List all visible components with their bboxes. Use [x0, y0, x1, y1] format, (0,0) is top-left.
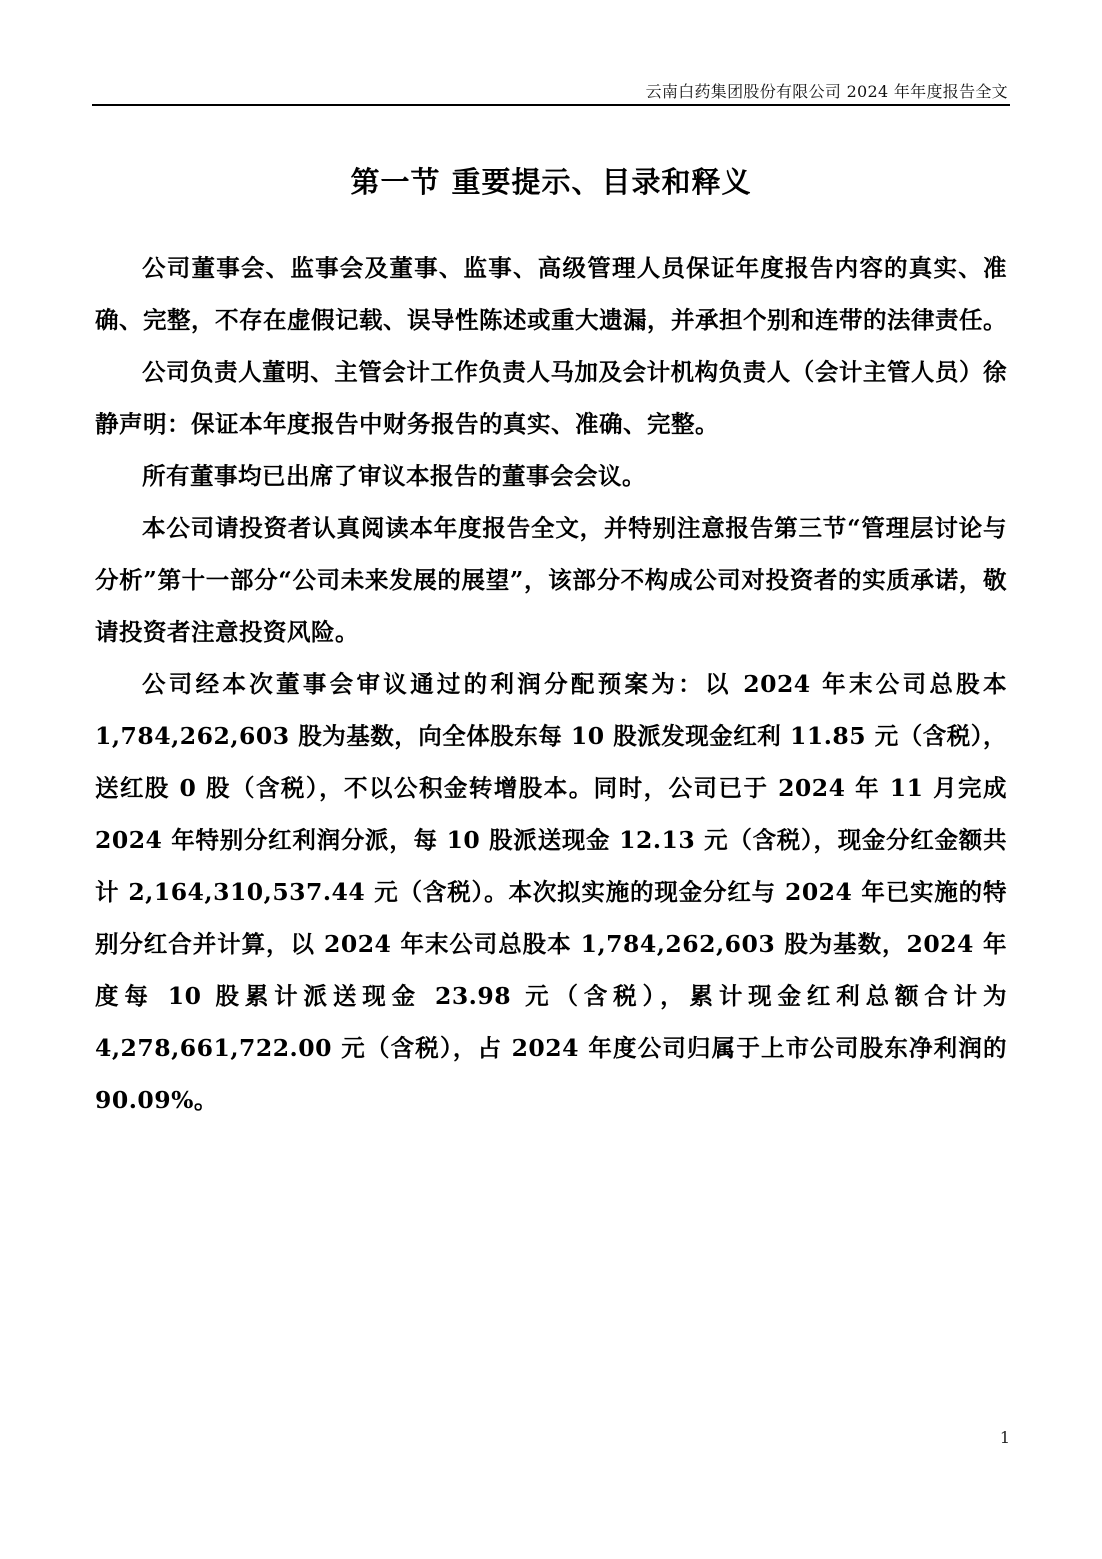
section-title: 第一节 重要提示、目录和释义 [350, 165, 752, 199]
paragraph-board-guarantee: 公司董事会、监事会及董事、监事、高级管理人员保证年度报告内容的真实、准确、完整，不存在虚假记载、误导性陈述或重大遗漏，并承担个别和连带的法律责任。 [95, 254, 1007, 334]
page-number: 1 [999, 1428, 1010, 1447]
running-header-title: 云南白药集团股份有限公司 2024 年年度报告全文 [645, 82, 1008, 101]
paragraph-profit-distribution: 公司经本次董事会审议通过的利润分配预案为：以 2024 年末公司总股本 1,784,262,603 股为基数，向全体股东每 10 股派发现金红利 11.85 元（含税），送红股 0 股（含税），不以公积金转增股本。同时，公司已于 2024 年 11 月完成 2024 年特别分红利润分派，每 10 股派送现金 12.13 元（含税），现金分红金额共计 2,164,310,537.44 元（含税）。本次拟实施的现金分红与 2024 年已实施的特别分红合并计算，以 2024 年末公司总股本 1,784,262,603 股为基数，2024 年度每 10 股累计派送现金 23.98 元（含税），累计现金红利总额合计为 4,278,661,722.00 元（含税），占 2024 年度公司归属于上市公司股东净利润的 90.09%。 [95, 670, 1008, 1114]
paragraph-risk-notice: 本公司请投资者认真阅读本年度报告全文，并特别注意报告第三节“管理层讨论与分析”第十一部分“公司未来发展的展望”，该部分不构成公司对投资者的实质承诺，敬请投资者注意投资风险。 [95, 514, 1007, 646]
important-notice-body [95, 242, 1007, 1126]
running-header [92, 76, 1010, 106]
paragraph-executive-statement: 公司负责人董明、主管会计工作负责人马加及会计机构负责人（会计主管人员）徐静声明：保证本年度报告中财务报告的真实、准确、完整。 [95, 358, 1007, 438]
paragraph-director-attendance: 所有董事均已出席了审议本报告的董事会会议。 [142, 462, 646, 490]
